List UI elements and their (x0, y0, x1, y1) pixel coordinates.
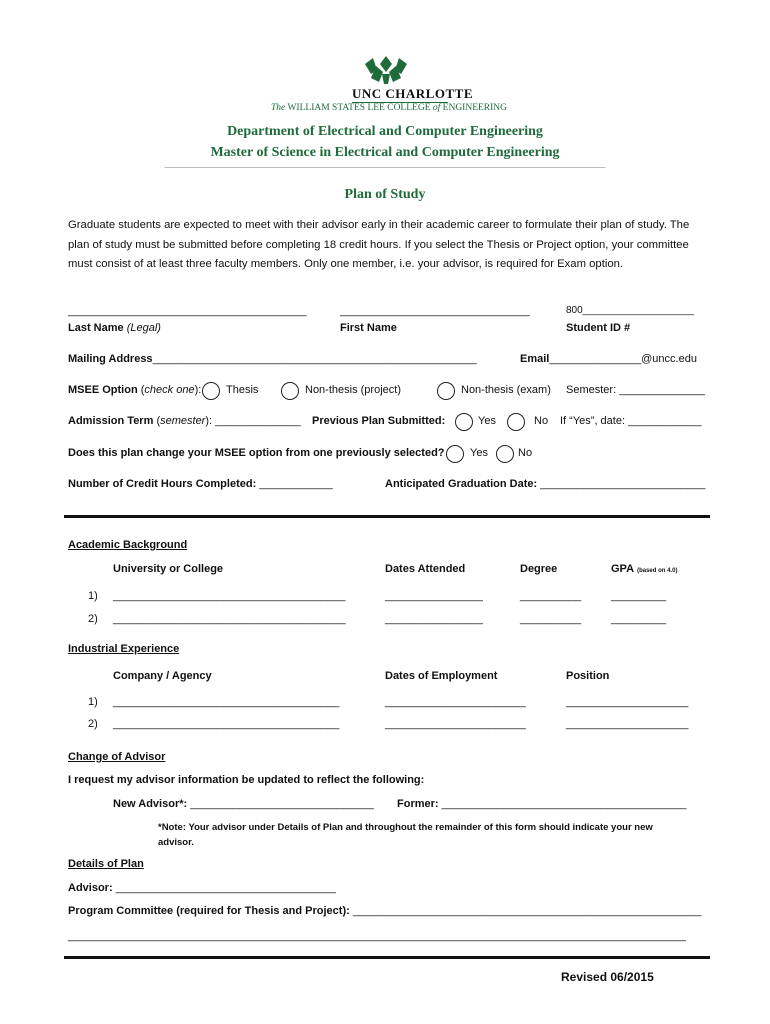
academic-background-heading: Academic Background (68, 539, 188, 551)
last-name-text: Last Name (68, 322, 124, 334)
academic-gpa-field[interactable]: _________ (611, 613, 667, 625)
industrial-position-field[interactable]: ____________________ (566, 718, 689, 730)
program-committee-field[interactable]: _________________________________________________________ (352, 905, 702, 917)
change-option-yes-radio[interactable] (446, 445, 464, 463)
industrial-company-field[interactable]: _____________________________________ (113, 718, 340, 730)
industrial-position-field[interactable]: ____________________ (566, 696, 689, 708)
footer-divider (64, 956, 710, 959)
msee-option-hint: (check one): (140, 384, 202, 396)
industrial-company-field[interactable]: _____________________________________ (113, 696, 340, 708)
admission-term-field[interactable]: ______________ (215, 415, 301, 427)
change-option-question: Does this plan change your MSEE option from one previously selected? (68, 447, 445, 459)
advisor-change-request: I request my advisor information be updated to reflect the following: (68, 774, 425, 786)
academic-degree-field[interactable]: __________ (520, 613, 582, 625)
advisor-row (68, 882, 336, 894)
former-advisor-field[interactable]: ________________________________________ (441, 798, 687, 810)
mailing-address-field[interactable]: _____________________________________________________ (152, 353, 477, 365)
new-advisor-field[interactable]: ______________________________ (190, 798, 374, 810)
details-of-plan-heading: Details of Plan (68, 858, 144, 870)
academic-university-field[interactable]: ______________________________________ (113, 613, 346, 625)
industrial-row-num: 1) (88, 696, 98, 708)
project-label: Non-thesis (project) (305, 384, 401, 396)
academic-col-gpa (611, 563, 677, 575)
college-prefix: The (271, 103, 286, 113)
former-advisor-label: Former: (397, 798, 439, 810)
graduation-date-label: Anticipated Graduation Date: (385, 478, 538, 490)
student-id-field[interactable]: 800____________________ (566, 305, 694, 316)
institution-wordmark: UNC CHARLOTTE (352, 86, 473, 101)
industrial-row-num: 2) (88, 718, 98, 730)
former-advisor-row (397, 798, 686, 810)
semester-label: Semester: (566, 384, 617, 396)
industrial-col-company: Company / Agency (113, 670, 212, 682)
msee-option-label (68, 384, 201, 396)
revised-date: Revised 06/2015 (561, 970, 654, 984)
academic-gpa-field[interactable]: _________ (611, 590, 667, 602)
last-name-field[interactable]: _______________________________________ (68, 305, 307, 317)
program-committee-extra-field[interactable]: _____________________________________________________________________________________________________ (68, 930, 686, 942)
email-row (520, 353, 697, 365)
academic-dates-field[interactable]: ________________ (385, 613, 483, 625)
change-option-yes-label: Yes (470, 447, 488, 459)
previous-plan-no-label: No (534, 415, 549, 427)
email-label: Email (520, 353, 550, 365)
legal-note: (Legal) (126, 322, 161, 334)
credit-hours-field[interactable]: ____________ (259, 478, 333, 490)
academic-degree-field[interactable]: __________ (520, 590, 582, 602)
previous-plan-date-row (560, 415, 702, 427)
admission-term-hint: (semester): (156, 415, 213, 427)
mailing-address-label: Mailing Address (68, 353, 153, 365)
gpa-label: GPA (611, 563, 635, 575)
previous-plan-label: Previous Plan Submitted: (312, 415, 446, 427)
industrial-col-dates: Dates of Employment (385, 670, 498, 682)
first-name-field[interactable]: _______________________________ (340, 305, 530, 317)
thesis-radio[interactable] (202, 382, 220, 400)
college-suffix: ENGINEERING (442, 103, 508, 113)
academic-col-university: University or College (113, 563, 224, 575)
email-domain: @uncc.edu (641, 353, 697, 365)
graduation-date-field[interactable]: ___________________________ (540, 478, 706, 490)
first-name-label: First Name (340, 322, 397, 334)
credit-hours-label: Number of Credit Hours Completed: (68, 478, 257, 490)
academic-university-field[interactable]: ______________________________________ (113, 590, 346, 602)
college-name: WILLIAM STATES LEE COLLEGE (287, 103, 431, 113)
gpa-note: (based on 4.0) (637, 568, 678, 574)
exam-radio[interactable] (437, 382, 455, 400)
admission-term-label: Admission Term (68, 415, 154, 427)
section-divider (64, 515, 710, 518)
intro-paragraph: Graduate students are expected to meet with their advisor early in their academic career to formulate their plan of study. The plan of study must be submitted before completing 18 credit hours. If you select the Thesis or Project option, your committee must consist of at least three faculty members. Only one member, i.e. your advisor, is required for Exam option. (68, 219, 690, 270)
msee-option-text: MSEE Option (68, 384, 138, 396)
last-name-label (68, 322, 161, 334)
college-of: of (432, 103, 441, 113)
academic-row-num: 1) (88, 590, 98, 602)
industrial-dates-field[interactable]: _______________________ (385, 718, 526, 730)
advisor-note-line2: advisor. (158, 837, 194, 848)
program-title: Master of Science in Electrical and Computer Engineering (210, 145, 560, 160)
form-title: Plan of Study (344, 187, 426, 202)
academic-col-dates: Dates Attended (385, 563, 466, 575)
college-line (271, 103, 507, 113)
new-advisor-label: New Advisor*: (113, 798, 188, 810)
credit-hours-row (68, 478, 333, 490)
if-yes-date-field[interactable]: ____________ (628, 415, 702, 427)
graduation-date-row (385, 478, 705, 490)
program-committee-row (68, 905, 702, 917)
program-committee-label: Program Committee (required for Thesis and Project): (68, 905, 350, 917)
thesis-label: Thesis (226, 384, 259, 396)
if-yes-date-label: If “Yes”, date: (560, 415, 626, 427)
change-option-no-radio[interactable] (496, 445, 514, 463)
semester-row (566, 384, 705, 396)
semester-field[interactable]: ______________ (619, 384, 705, 396)
industrial-col-position: Position (566, 670, 610, 682)
industrial-experience-heading: Industrial Experience (68, 643, 180, 655)
change-of-advisor-heading: Change of Advisor (68, 751, 166, 763)
crown-logo-icon (361, 54, 411, 86)
previous-plan-yes-label: Yes (478, 415, 496, 427)
advisor-field[interactable]: ____________________________________ (115, 882, 336, 894)
new-advisor-row (113, 798, 374, 810)
academic-col-degree: Degree (520, 563, 558, 575)
admission-term-row (68, 415, 301, 427)
academic-row-num: 2) (88, 613, 98, 625)
email-field[interactable]: _______________ (549, 353, 642, 365)
mailing-address-row (68, 353, 477, 365)
previous-plan-no-radio[interactable] (507, 413, 525, 431)
header-divider: ________________________________________________________________________________________ (164, 158, 606, 168)
advisor-label: Advisor: (68, 882, 113, 894)
student-id-label: Student ID # (566, 322, 631, 334)
department-title: Department of Electrical and Computer Engineering (227, 124, 543, 139)
industrial-dates-field[interactable]: _______________________ (385, 696, 526, 708)
previous-plan-yes-radio[interactable] (455, 413, 473, 431)
advisor-note-line1: *Note: Your advisor under Details of Plan and throughout the remainder of this form should indicate your new (158, 822, 653, 833)
academic-dates-field[interactable]: ________________ (385, 590, 483, 602)
exam-label: Non-thesis (exam) (461, 384, 551, 396)
change-option-no-label: No (518, 447, 533, 459)
project-radio[interactable] (281, 382, 299, 400)
